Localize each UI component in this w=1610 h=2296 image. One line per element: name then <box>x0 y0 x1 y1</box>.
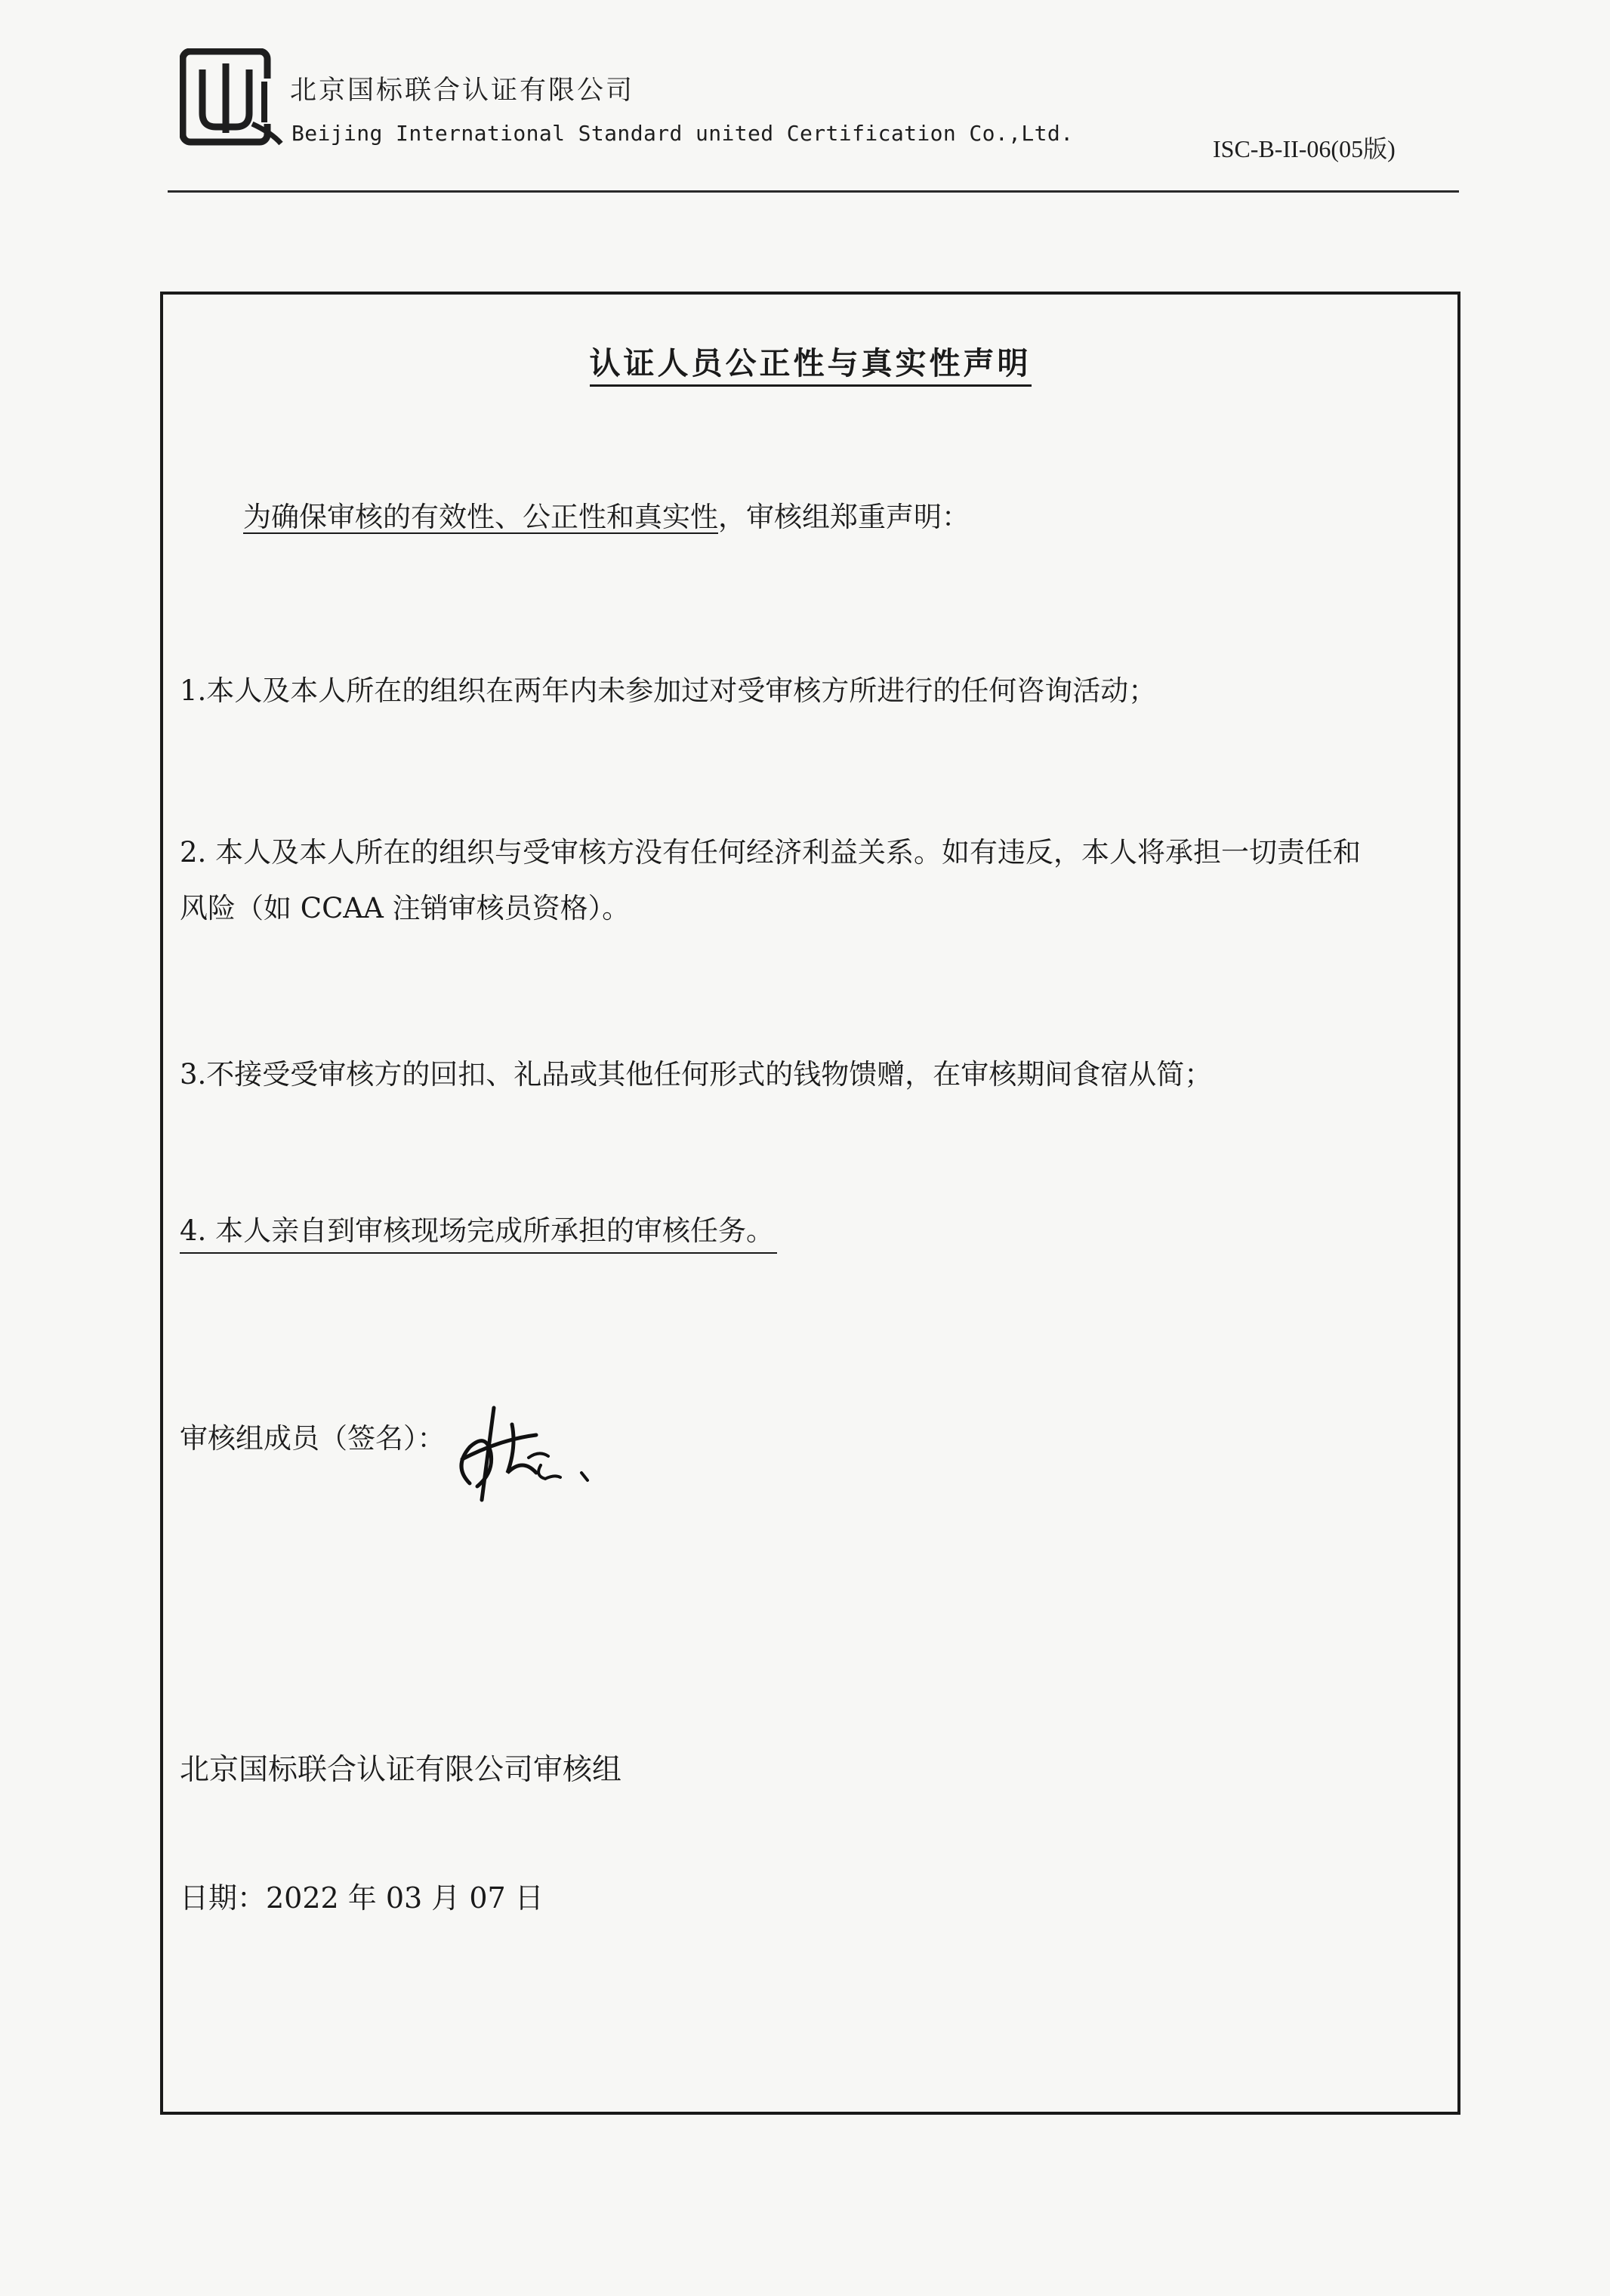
intro-rest-text: ，审核组郑重声明： <box>718 501 970 533</box>
clause-2-line-2: 风险（如 CCAA 注销审核员资格）。 <box>180 892 631 924</box>
statement-box <box>160 292 1460 2115</box>
intro-paragraph <box>243 494 970 535</box>
company-name-cn: 北京国标联合认证有限公司 <box>290 76 635 106</box>
isc-logo-icon <box>180 48 284 154</box>
letterhead <box>0 0 1610 196</box>
clause-1: 1.本人及本人所在的组织在两年内未参加过对受审核方所进行的任何咨询活动； <box>180 674 1157 707</box>
handwritten-signature <box>447 1394 613 1508</box>
document-title-text: 认证人员公正性与真实性声明 <box>590 345 1032 387</box>
clause-3: 3.不接受受审核方的回扣、礼品或其他任何形式的钱物馈赠，在审核期间食宿从简； <box>180 1058 1213 1091</box>
signature-label: 审核组成员（签名）： <box>180 1422 446 1455</box>
clause-2 <box>180 825 1361 937</box>
declaration-date: 日期：2022 年 03 月 07 日 <box>180 1881 544 1915</box>
document-code: ISC-B-II-06(05版) <box>1213 135 1396 162</box>
clause-2-line-1: 2. 本人及本人所在的组织与受审核方没有任何经济利益关系。如有违反，本人将承担一切责任和 <box>180 836 1362 869</box>
company-name-en: Beijing International Standard united Certification Co.,Ltd. <box>291 121 1074 146</box>
intro-underlined-text: 为确保审核的有效性、公正性和真实性 <box>243 501 718 533</box>
header-divider <box>168 190 1459 193</box>
clause-4: 4. 本人亲自到审核现场完成所承担的审核任务。 <box>180 1210 777 1254</box>
document-title <box>163 338 1457 383</box>
audit-team-organization: 北京国标联合认证有限公司审核组 <box>180 1753 622 1787</box>
